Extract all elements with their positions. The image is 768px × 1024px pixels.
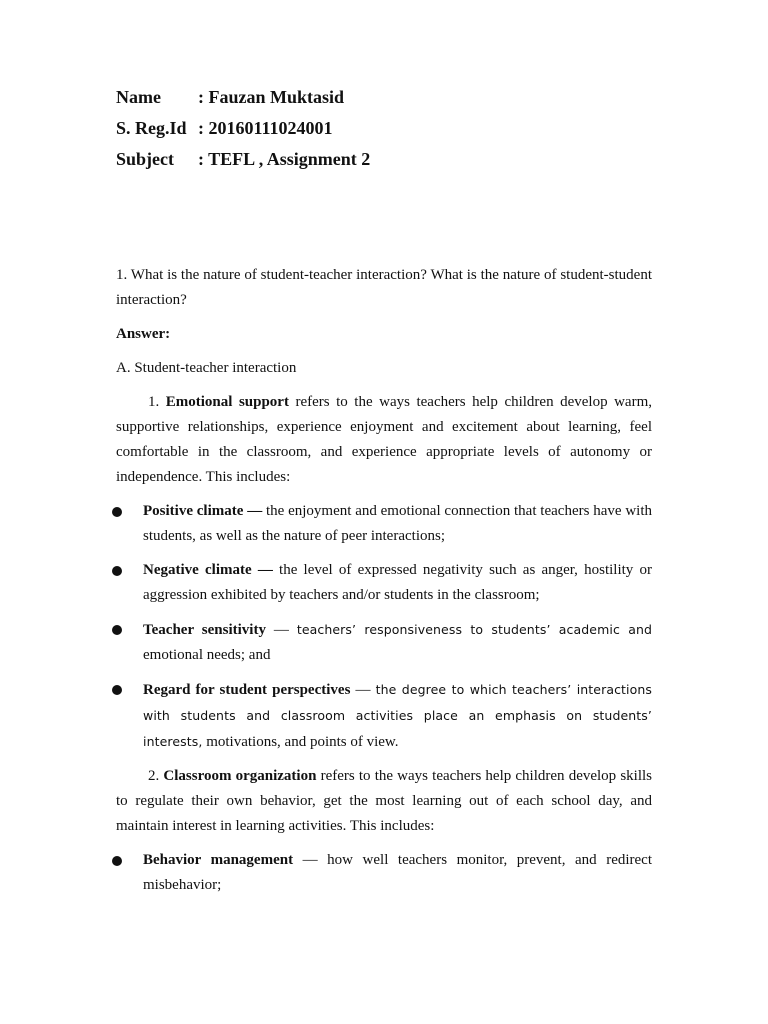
answer-label: Answer: <box>116 326 171 342</box>
bullet-icon <box>112 566 122 576</box>
name-label: Name <box>116 87 161 107</box>
name-value: : Fauzan Muktasid <box>198 87 345 107</box>
bullet-icon <box>112 856 122 866</box>
section-a-heading: A. Student-teacher interaction <box>116 360 297 376</box>
bullet-icon <box>112 625 122 635</box>
reg-row <box>116 115 370 146</box>
list-item: Positive climate — the enjoyment and emotional connection that teachers have with students, as well as the nature of peer interactions; <box>116 499 652 549</box>
bullet-icon <box>112 685 122 695</box>
emotional-support-paragraph: 1. Emotional support refers to the ways teachers help children develop warm, supportive relationships, experience enjoyment and excitement about learning, feel comfortable in the classroom, and experience appropriate levels of autonomy or independence. This includes: <box>116 394 652 485</box>
bullet-icon <box>112 507 122 517</box>
header-block <box>116 84 370 177</box>
classroom-organization-paragraph: 2. Classroom organization refers to the ways teachers help children develop skills to regulate their own behavior, get the most learning out of each school day, and maintain interest in learning activities. This includes: <box>116 768 653 834</box>
reg-label: S. Reg.Id <box>116 118 187 138</box>
reg-value: : 20160111024001 <box>198 118 333 138</box>
subject-label: Subject <box>116 149 174 169</box>
list-item: Negative climate — the level of expressed negativity such as anger, hostility or aggression exhibited by teachers and/or students in the classroom; <box>116 558 652 608</box>
subject-value: : TEFL , Assignment 2 <box>198 149 371 169</box>
list-item: Behavior management — how well teachers monitor, prevent, and redirect misbehavior; <box>116 848 652 898</box>
name-row <box>116 84 370 115</box>
list-item: Regard for student perspectives — the degree to which teachers’ interactions with students and classroom activities place an emphasis on students’ interests, motivations, and points of view. <box>116 677 652 755</box>
subject-row <box>116 146 370 177</box>
list-item: Teacher sensitivity — teachers’ responsiveness to students’ academic and emotional needs; and <box>116 617 652 668</box>
body-text <box>116 263 652 898</box>
question-text: 1. What is the nature of student-teacher interaction? What is the nature of student-student interaction? <box>116 267 652 308</box>
